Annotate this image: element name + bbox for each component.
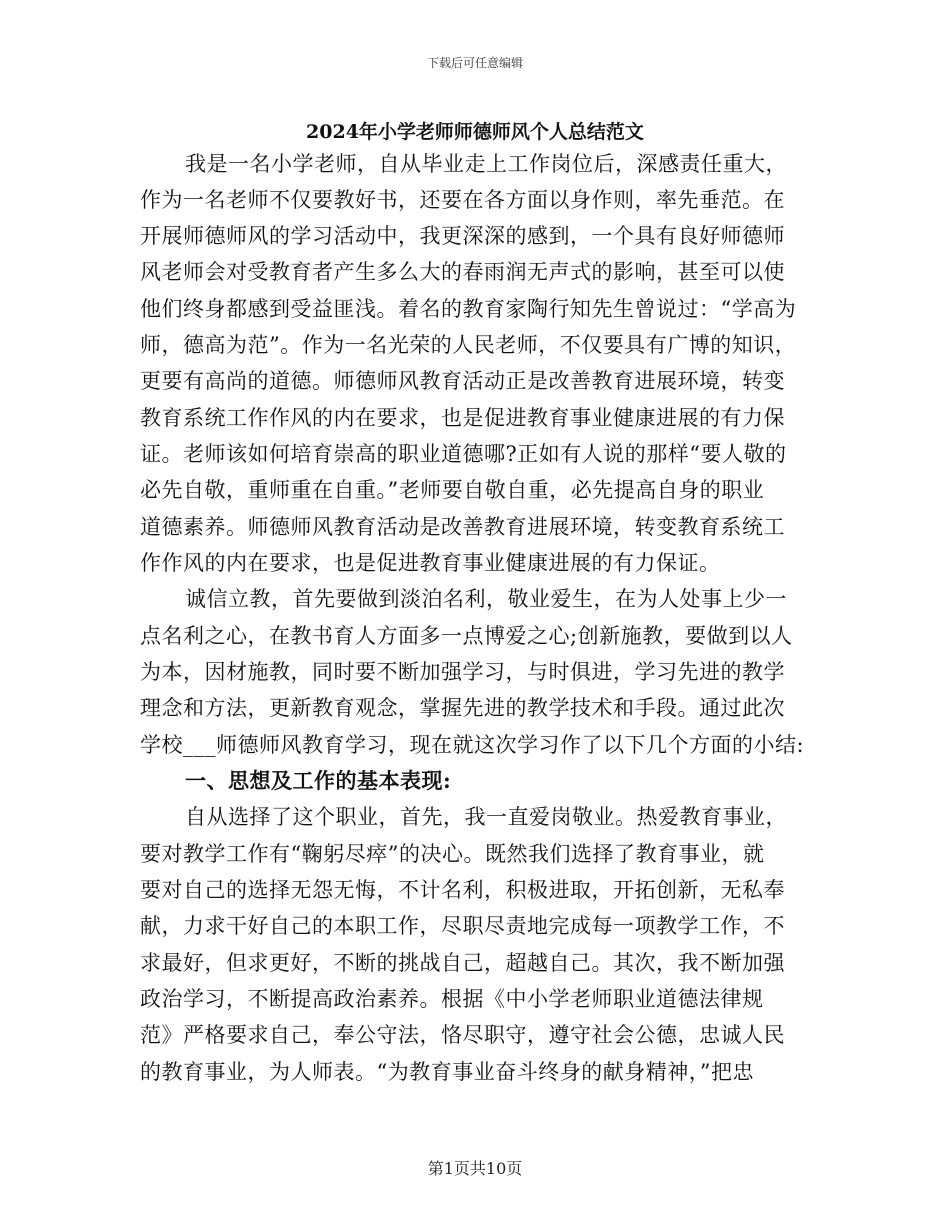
body-line: 他们终身都感到受益匪浅。着名的教育家陶行知先生曾说过：“学高为	[140, 297, 797, 321]
body-line: 诚信立教，首先要做到淡泊名利，敬业爱生，在为人处事上少一	[185, 587, 787, 611]
page-number: 第1页共10页	[427, 1159, 523, 1178]
body-line: 范》严格要求自己，奉公守法，恪尽职守，遵守社会公德，忠诚人民	[140, 1023, 785, 1047]
body-line: 教育系统工作作风的内在要求，也是促进教育事业健康进展的有力保	[140, 406, 785, 430]
body-line: 作作风的内在要求，也是促进教育事业健康进展的有力保证。	[140, 551, 721, 575]
section-heading: 一、思想及工作的基本表现:	[185, 768, 452, 793]
body-line: 作为一名老师不仅要教好书，还要在各方面以身作则，率先垂范。在	[140, 188, 785, 212]
body-line: 师，德高为范”。作为一名光荣的人民老师，不仅要具有广博的知识，	[140, 333, 797, 357]
body-line: 风老师会对受教育者产生多么大的春雨润无声式的影响，甚至可以使	[140, 260, 785, 284]
body-line: 理念和方法，更新教育观念，掌握先进的教学技术和手段。通过此次	[140, 696, 785, 720]
body-line: 必先自敬，重师重在自重。”老师要自敬自重，必先提高自身的职业	[140, 478, 765, 502]
body-line: 的教育事业，为人师表。“为教育事业奋斗终身的献身精神，”把忠	[140, 1060, 754, 1084]
document-title: 2024年小学老师师德师风个人总结范文	[306, 121, 644, 143]
body-line: 求最好，但求更好，不断的挑战自己，超越自己。其次，我不断加强	[140, 951, 785, 975]
body-line: 我是一名小学老师，自从毕业走上工作岗位后，深感责任重大，	[185, 152, 787, 176]
body-line: 自从选择了这个职业，首先，我一直爱岗敬业。热爱教育事业，	[185, 805, 787, 829]
body-line: 点名利之心，在教书育人方面多一点博爱之心;创新施教，要做到以人	[140, 624, 793, 648]
body-line: 更要有高尚的道德。师德师风教育活动正是改善教育进展环境，转变	[140, 369, 785, 393]
body-line: 为本，因材施教，同时要不断加强学习，与时俱进，学习先进的教学	[140, 660, 785, 684]
header-note: 下载后可任意编辑	[426, 56, 523, 70]
body-line: 要对自己的选择无怨无悔，不计名利，积极进取，开拓创新，无私奉	[140, 878, 785, 902]
body-line: 政治学习，不断提高政治素养。根据《中小学老师职业道德法律规	[140, 987, 764, 1011]
body-line: 道德素养。师德师风教育活动是改善教育进展环境，转变教育系统工	[140, 515, 785, 539]
body-line: 献，力求干好自己的本职工作，尽职尽责地完成每一项教学工作，不	[140, 914, 785, 938]
body-line: 证。老师该如何培育崇高的职业道德哪?正如有人说的那样“要人敬的	[140, 442, 787, 466]
body-line: 学校___师德师风教育学习，现在就这次学习作了以下几个方面的小结:	[140, 733, 805, 757]
body-line: 开展师德师风的学习活动中，我更深深的感到，一个具有良好师德师	[140, 224, 785, 248]
body-line: 要对教学工作有“鞠躬尽瘁”的决心。既然我们选择了教育事业，就	[140, 842, 765, 866]
